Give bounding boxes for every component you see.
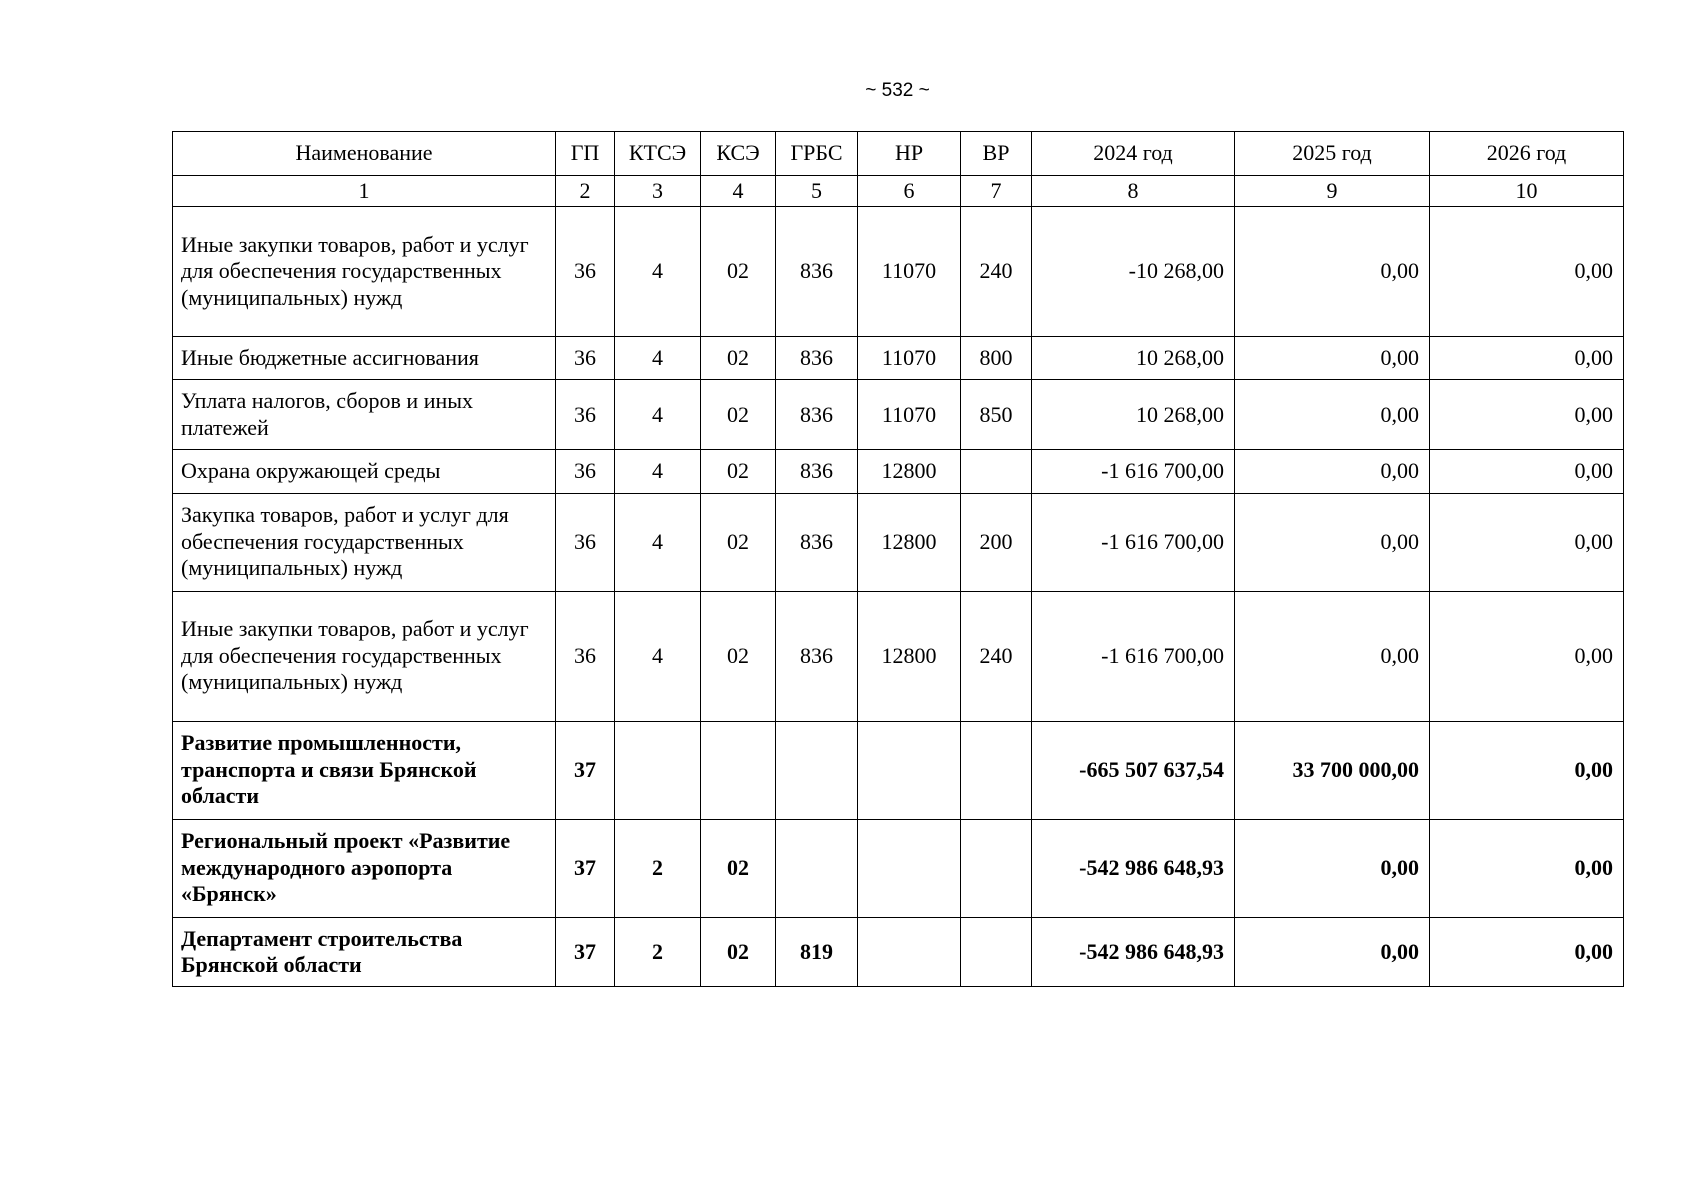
gp-cell: 36 [556,493,615,591]
vr-cell [961,721,1032,819]
vr-cell: 800 [961,337,1032,380]
amount-2026-cell: 0,00 [1430,591,1624,721]
kse-cell [701,721,776,819]
table-row [173,591,1624,721]
page-number: ~ 532 ~ [865,80,930,101]
amount-2025-cell: 0,00 [1235,819,1430,917]
column-number: 2 [556,176,615,207]
header-vr: ВР [961,132,1032,176]
amount-2025-cell: 0,00 [1235,380,1430,450]
gp-cell: 37 [556,819,615,917]
ktse-cell [615,721,701,819]
vr-cell: 240 [961,591,1032,721]
kse-cell: 02 [701,591,776,721]
column-number-row [173,176,1624,207]
amount-2025-cell: 0,00 [1235,450,1430,493]
amount-2026-cell: 0,00 [1430,337,1624,380]
row-name-cell: Иные закупки товаров, работ и услуг для обеспечения государственных (муниципальных) нужд [173,591,556,721]
header-row [173,132,1624,176]
gp-cell: 36 [556,207,615,337]
column-number: 9 [1235,176,1430,207]
kse-cell: 02 [701,337,776,380]
budget-table [172,131,1624,987]
column-number: 6 [858,176,961,207]
header-2024: 2024 год [1032,132,1235,176]
vr-cell: 240 [961,207,1032,337]
row-name-cell: Развитие промышленности, транспорта и связи Брянской области [173,721,556,819]
nr-cell: 12800 [858,591,961,721]
amount-2025-cell: 0,00 [1235,493,1430,591]
grbs-cell: 836 [776,450,858,493]
amount-2026-cell: 0,00 [1430,493,1624,591]
amount-2024-cell: 10 268,00 [1032,380,1235,450]
table-row [173,721,1624,819]
kse-cell: 02 [701,207,776,337]
nr-cell [858,721,961,819]
row-name-cell: Закупка товаров, работ и услуг для обеспечения государственных (муниципальных) нужд [173,493,556,591]
column-number: 4 [701,176,776,207]
gp-cell: 37 [556,917,615,987]
header-2025: 2025 год [1235,132,1430,176]
vr-cell [961,917,1032,987]
ktse-cell: 4 [615,591,701,721]
gp-cell: 37 [556,721,615,819]
ktse-cell: 4 [615,493,701,591]
amount-2026-cell: 0,00 [1430,819,1624,917]
amount-2025-cell: 0,00 [1235,337,1430,380]
grbs-cell [776,721,858,819]
row-name-cell: Иные закупки товаров, работ и услуг для обеспечения государственных (муниципальных) нужд [173,207,556,337]
table-row [173,493,1624,591]
ktse-cell: 2 [615,917,701,987]
amount-2026-cell: 0,00 [1430,380,1624,450]
nr-cell: 11070 [858,337,961,380]
nr-cell [858,917,961,987]
header-ktse: КТСЭ [615,132,701,176]
kse-cell: 02 [701,917,776,987]
amount-2026-cell: 0,00 [1430,721,1624,819]
grbs-cell: 836 [776,493,858,591]
row-name-cell: Уплата налогов, сборов и иных платежей [173,380,556,450]
header-kse: КСЭ [701,132,776,176]
amount-2024-cell: -1 616 700,00 [1032,591,1235,721]
grbs-cell: 836 [776,337,858,380]
amount-2026-cell: 0,00 [1430,917,1624,987]
ktse-cell: 4 [615,380,701,450]
vr-cell [961,819,1032,917]
gp-cell: 36 [556,450,615,493]
row-name-cell: Региональный проект «Развитие международного аэропорта «Брянск» [173,819,556,917]
grbs-cell [776,819,858,917]
amount-2024-cell: 10 268,00 [1032,337,1235,380]
amount-2026-cell: 0,00 [1430,207,1624,337]
table-row [173,380,1624,450]
grbs-cell: 836 [776,591,858,721]
kse-cell: 02 [701,493,776,591]
gp-cell: 36 [556,380,615,450]
amount-2024-cell: -542 986 648,93 [1032,917,1235,987]
row-name-cell: Охрана окружающей среды [173,450,556,493]
nr-cell: 12800 [858,493,961,591]
table-row [173,337,1624,380]
kse-cell: 02 [701,450,776,493]
column-number: 8 [1032,176,1235,207]
header-2026: 2026 год [1430,132,1624,176]
header-grbs: ГРБС [776,132,858,176]
kse-cell: 02 [701,380,776,450]
nr-cell: 11070 [858,207,961,337]
nr-cell [858,819,961,917]
amount-2024-cell: -542 986 648,93 [1032,819,1235,917]
vr-cell: 200 [961,493,1032,591]
grbs-cell: 836 [776,380,858,450]
gp-cell: 36 [556,591,615,721]
row-name-cell: Департамент строительства Брянской области [173,917,556,987]
row-name-cell: Иные бюджетные ассигнования [173,337,556,380]
table-row [173,917,1624,987]
amount-2025-cell: 0,00 [1235,591,1430,721]
table-body [173,207,1624,987]
header-nr: НР [858,132,961,176]
amount-2026-cell: 0,00 [1430,450,1624,493]
table-row [173,819,1624,917]
column-number: 10 [1430,176,1624,207]
kse-cell: 02 [701,819,776,917]
amount-2025-cell: 33 700 000,00 [1235,721,1430,819]
gp-cell: 36 [556,337,615,380]
amount-2024-cell: -1 616 700,00 [1032,493,1235,591]
amount-2024-cell: -10 268,00 [1032,207,1235,337]
grbs-cell: 819 [776,917,858,987]
amount-2024-cell: -1 616 700,00 [1032,450,1235,493]
nr-cell: 11070 [858,380,961,450]
column-number: 1 [173,176,556,207]
header-name: Наименование [173,132,556,176]
column-number: 3 [615,176,701,207]
ktse-cell: 4 [615,207,701,337]
column-number: 5 [776,176,858,207]
header-gp: ГП [556,132,615,176]
vr-cell: 850 [961,380,1032,450]
ktse-cell: 4 [615,337,701,380]
amount-2025-cell: 0,00 [1235,207,1430,337]
ktse-cell: 2 [615,819,701,917]
grbs-cell: 836 [776,207,858,337]
amount-2024-cell: -665 507 637,54 [1032,721,1235,819]
table-row [173,207,1624,337]
ktse-cell: 4 [615,450,701,493]
amount-2025-cell: 0,00 [1235,917,1430,987]
column-number: 7 [961,176,1032,207]
nr-cell: 12800 [858,450,961,493]
table-row [173,450,1624,493]
vr-cell [961,450,1032,493]
